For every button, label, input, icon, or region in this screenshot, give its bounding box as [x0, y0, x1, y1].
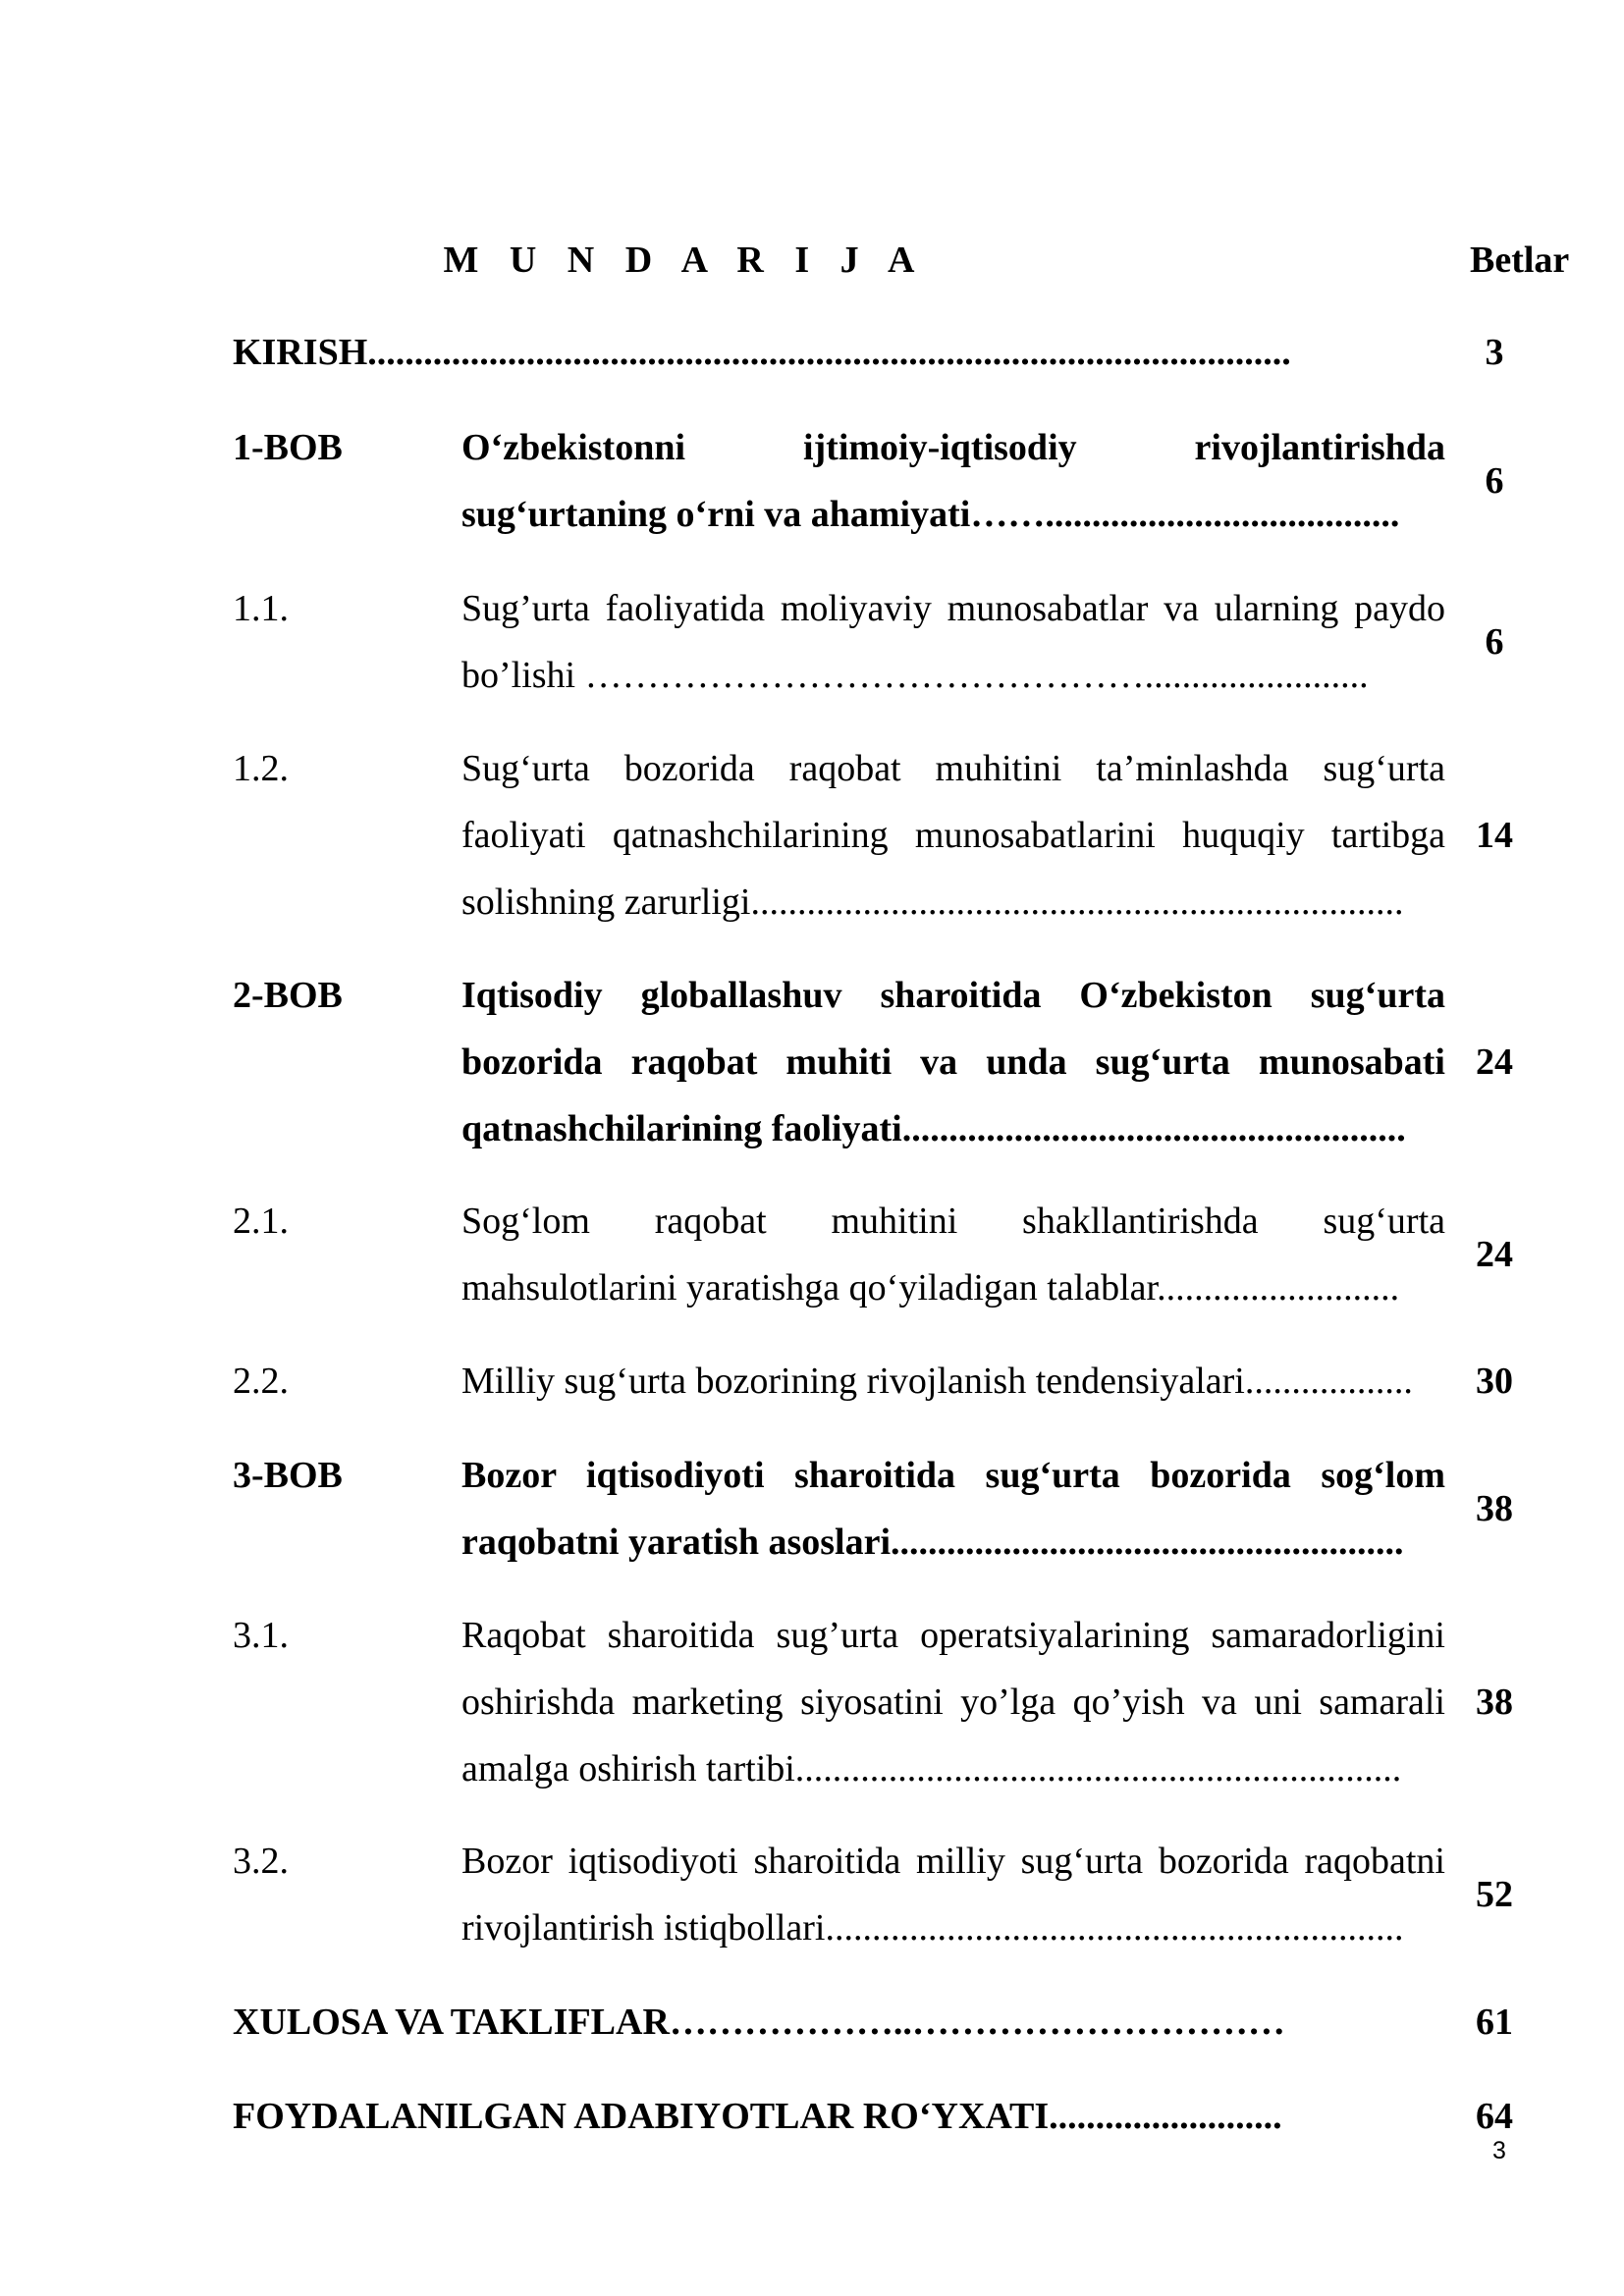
- pages-column-label: Betlar: [1470, 240, 1570, 281]
- toc-entry-page: 6: [1485, 621, 1504, 663]
- toc-entry-page: 14: [1476, 815, 1513, 856]
- toc-entry-number: 3.2.: [233, 1841, 289, 1882]
- toc-entry-page: 30: [1476, 1361, 1513, 1402]
- toc-intro-page: 3: [1485, 332, 1504, 373]
- toc-entry-line: Bozor iqtisodiyoti sharoitida milliy sug‘urta bozorida raqobatni: [461, 1841, 1445, 1882]
- toc-entry-line: O‘zbekistonni ijtimoiy-iqtisodiy rivojlantirishda: [461, 427, 1445, 468]
- toc-entry-number: 3.1.: [233, 1615, 289, 1656]
- toc-entry-number: 2-BOB: [233, 975, 343, 1016]
- toc-references-label: FOYDALANILGAN ADABIYOTLAR RO‘YXATI.........................: [233, 2096, 1282, 2137]
- toc-entry-line: raqobatni yaratish asoslari.......................................................: [461, 1522, 1404, 1563]
- toc-entry-line: Bozor iqtisodiyoti sharoitida sug‘urta bozorida sog‘lom: [461, 1455, 1445, 1496]
- page-title: M U N D A R I J A: [443, 240, 926, 281]
- footer-page-number: 3: [1492, 2137, 1506, 2164]
- toc-entry-line: mahsulotlarini yaratishga qo‘yiladigan talablar..........................: [461, 1267, 1400, 1308]
- toc-entry-line: rivojlantirish istiqbollari..............................................................: [461, 1907, 1404, 1949]
- toc-entry-line: oshirishda marketing siyosatini yo’lga qo’yish va uni samarali: [461, 1682, 1445, 1723]
- toc-entry-line: Sug‘urta bozorida raqobat muhitini ta’minlashda sug‘urta: [461, 748, 1445, 789]
- toc-entry-line: bozorida raqobat muhiti va unda sug‘urta munosabati: [461, 1041, 1445, 1083]
- toc-entry-title: [461, 1442, 1445, 1575]
- toc-entry-title: [461, 414, 1445, 548]
- toc-entry-page: 6: [1485, 460, 1504, 502]
- toc-entry-title: [461, 1188, 1445, 1321]
- toc-entry-number: 2.1.: [233, 1201, 289, 1242]
- toc-entry-number: 1.2.: [233, 748, 289, 789]
- toc-entry-title: [461, 1828, 1445, 1961]
- toc-entry-line: solishning zarurligi......................................................................: [461, 881, 1404, 923]
- toc-entry-line: Sog‘lom raqobat muhitini shakllantirishda sug‘urta: [461, 1201, 1445, 1242]
- toc-entry-line: amalga oshirish tartibi.................................................................: [461, 1748, 1402, 1789]
- toc-intro-label: KIRISH...................................................................................................: [233, 332, 1291, 373]
- toc-conclusion-label: XULOSA VA TAKLIFLAR………………..…………………………: [233, 2002, 1285, 2043]
- toc-entry-line: Iqtisodiy globallashuv sharoitida O‘zbekiston sug‘urta: [461, 975, 1445, 1016]
- toc-entry-number: 2.2.: [233, 1361, 289, 1402]
- toc-entry-title: [461, 962, 1445, 1162]
- toc-entry-line: Raqobat sharoitida sug’urta operatsiyalarining samaradorligini: [461, 1615, 1445, 1656]
- toc-entry-page: 38: [1476, 1488, 1513, 1529]
- toc-entry-number: 3-BOB: [233, 1455, 343, 1496]
- toc-entry-number: 1-BOB: [233, 427, 343, 468]
- toc-entry-title: [461, 1348, 1445, 1415]
- toc-entry-title: [461, 735, 1445, 935]
- toc-entry-page: 24: [1476, 1041, 1513, 1083]
- toc-entry-line: sug‘urtaning o‘rni va ahamiyati……......................................: [461, 494, 1400, 535]
- toc-entry-line: qatnashchilarining faoliyati......................................................: [461, 1108, 1406, 1149]
- toc-entry-page: 38: [1476, 1682, 1513, 1723]
- toc-entry-title: [461, 1602, 1445, 1802]
- toc-entry-line: faoliyati qatnashchilarining munosabatlarini huquqiy tartibga: [461, 815, 1445, 856]
- toc-entry-line: Sug’urta faoliyatida moliyaviy munosabatlar va ularning paydo: [461, 588, 1445, 629]
- toc-entry-line: bo’lishi ………………………………………........................: [461, 655, 1369, 696]
- toc-entry-page: 52: [1476, 1874, 1513, 1915]
- toc-conclusion-page: 61: [1476, 2002, 1513, 2043]
- toc-entry-title: [461, 575, 1445, 709]
- toc-references-page: 64: [1476, 2096, 1513, 2137]
- toc-entry-page: 24: [1476, 1234, 1513, 1275]
- toc-entry-line: Milliy sug‘urta bozorining rivojlanish tendensiyalari..................: [461, 1361, 1413, 1402]
- toc-entry-number: 1.1.: [233, 588, 289, 629]
